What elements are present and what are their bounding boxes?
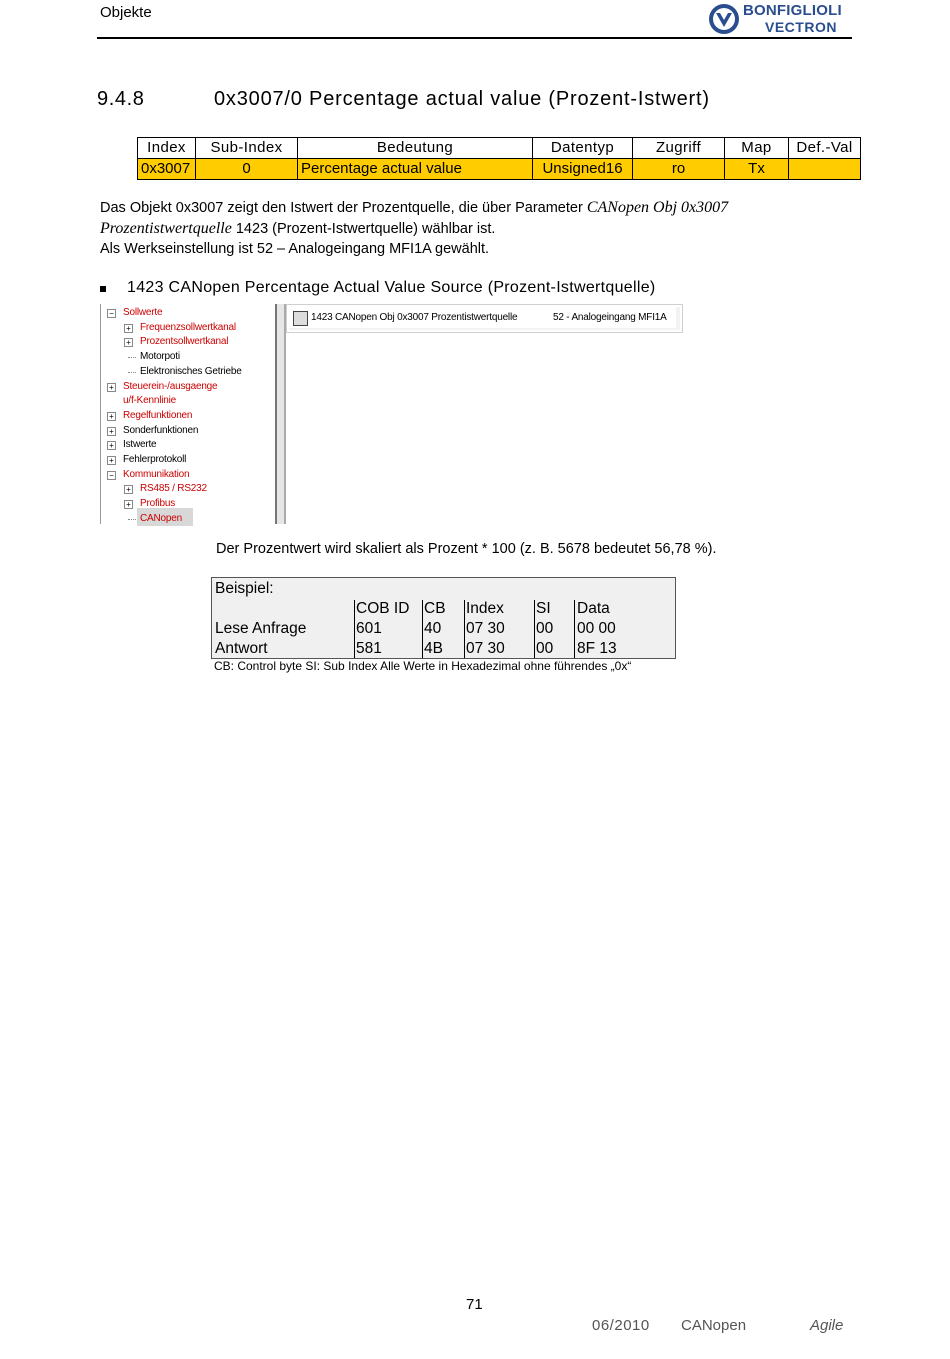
table-cell-access: ro bbox=[633, 159, 725, 180]
tree-connector bbox=[128, 372, 136, 374]
example-cell: 00 bbox=[536, 640, 554, 657]
parameter-name-italic: Prozentistwertquelle bbox=[100, 220, 232, 237]
table-cell-default bbox=[789, 159, 861, 180]
logo-icon bbox=[707, 2, 741, 36]
expand-icon[interactable]: + bbox=[124, 485, 133, 494]
description-text: 1423 (Prozent-Istwertquelle) wählbar ist. bbox=[231, 221, 496, 237]
table-cell-subindex: 0 bbox=[196, 159, 298, 180]
parameter-icon bbox=[293, 311, 308, 326]
tree-item[interactable]: Sonderfunktionen bbox=[123, 424, 199, 436]
example-col-header: SI bbox=[536, 600, 551, 617]
section-title: 0x3007/0 Percentage actual value (Prozent-Istwert) bbox=[214, 88, 710, 110]
tree-item[interactable]: Regelfunktionen bbox=[123, 409, 193, 421]
tree-item[interactable]: u/f-Kennlinie bbox=[123, 395, 176, 407]
example-box bbox=[211, 577, 676, 659]
column-divider bbox=[354, 600, 355, 658]
tree-item[interactable]: CANopen bbox=[140, 512, 182, 524]
example-col-header: CB bbox=[424, 600, 446, 617]
table-header-cell: Map bbox=[725, 138, 789, 159]
column-divider bbox=[574, 600, 575, 658]
table-header-cell: Def.-Val bbox=[789, 138, 861, 159]
table-cell-index: 0x3007 bbox=[138, 159, 196, 180]
table-header-row bbox=[138, 138, 861, 159]
table-header-cell: Datentyp bbox=[533, 138, 633, 159]
parameter-tree bbox=[100, 304, 275, 524]
tree-item[interactable]: Profibus bbox=[140, 498, 176, 510]
company-logo bbox=[707, 2, 855, 36]
parameter-name-italic: CANopen Obj 0x3007 bbox=[586, 199, 729, 216]
description-line-1 bbox=[100, 197, 728, 219]
column-divider bbox=[464, 600, 465, 658]
expand-icon[interactable]: + bbox=[107, 427, 116, 436]
example-cell: 40 bbox=[424, 620, 442, 637]
table-cell-meaning: Percentage actual value bbox=[298, 159, 533, 180]
tree-item[interactable]: Elektronisches Getriebe bbox=[140, 365, 242, 377]
example-cell: 581 bbox=[356, 640, 382, 657]
footer-date: 06/2010 bbox=[592, 1317, 650, 1334]
section-number: 9.4.8 bbox=[97, 88, 145, 110]
table-header-cell: Zugriff bbox=[633, 138, 725, 159]
header-rule bbox=[97, 37, 852, 39]
parameter-name: 1423 CANopen Obj 0x3007 Prozentistwertquelle bbox=[311, 312, 518, 323]
expand-icon[interactable]: + bbox=[107, 412, 116, 421]
example-footnote: CB: Control byte SI: Sub Index Alle Werte in Hexadezimal ohne führendes „0x“ bbox=[214, 659, 632, 673]
example-col-header: Data bbox=[577, 600, 610, 617]
tree-item[interactable]: Kommunikation bbox=[123, 468, 190, 480]
example-cell: 07 30 bbox=[466, 620, 505, 637]
example-col-header: COB ID bbox=[356, 600, 410, 617]
scaling-text: Der Prozentwert wird skaliert als Prozent * 100 (z. B. 5678 bedeutet 56,78 %). bbox=[216, 541, 717, 557]
tree-item[interactable]: RS485 / RS232 bbox=[140, 483, 207, 495]
tree-item[interactable]: Frequenzsollwertkanal bbox=[140, 321, 236, 333]
object-table bbox=[137, 137, 861, 180]
table-header-cell: Sub-Index bbox=[196, 138, 298, 159]
example-col-header: Index bbox=[466, 600, 504, 617]
header-title: Objekte bbox=[100, 4, 152, 21]
example-title: Beispiel: bbox=[215, 580, 274, 597]
collapse-icon[interactable]: − bbox=[107, 471, 116, 480]
logo-line1: BONFIGLIOLI bbox=[743, 2, 842, 19]
table-cell-datatype: Unsigned16 bbox=[533, 159, 633, 180]
tree-item[interactable]: Fehlerprotokoll bbox=[123, 454, 187, 465]
tree-item[interactable]: Istwerte bbox=[123, 439, 157, 451]
column-divider bbox=[422, 600, 423, 658]
expand-icon[interactable]: + bbox=[107, 441, 116, 450]
tree-item[interactable]: Prozentsollwertkanal bbox=[140, 336, 229, 348]
table-header-cell: Bedeutung bbox=[298, 138, 533, 159]
page-number: 71 bbox=[466, 1296, 483, 1313]
example-cell: 07 30 bbox=[466, 640, 505, 657]
example-row-label: Antwort bbox=[215, 640, 268, 657]
description-text: Das Objekt 0x3007 zeigt den Istwert der Prozentquelle, die über Parameter bbox=[100, 200, 587, 216]
example-cell: 00 00 bbox=[577, 620, 616, 637]
description-line-2 bbox=[100, 218, 495, 240]
tree-item[interactable]: Steuerein-/ausgaenge bbox=[123, 380, 218, 392]
tree-connector bbox=[128, 519, 136, 521]
table-header-cell: Index bbox=[138, 138, 196, 159]
bullet-text: 1423 CANopen Percentage Actual Value Source (Prozent-Istwertquelle) bbox=[127, 279, 656, 296]
tree-item[interactable]: Motorpoti bbox=[140, 351, 180, 363]
bullet-square-icon bbox=[100, 286, 106, 292]
example-cell: 601 bbox=[356, 620, 382, 637]
expand-icon[interactable]: + bbox=[124, 500, 133, 509]
expand-icon[interactable]: + bbox=[107, 383, 116, 392]
tree-item[interactable]: Sollwerte bbox=[123, 307, 163, 318]
tree-splitter[interactable] bbox=[275, 304, 289, 524]
parameter-panel bbox=[286, 304, 683, 333]
table-row bbox=[138, 159, 861, 180]
column-divider bbox=[534, 600, 535, 658]
example-cell: 8F 13 bbox=[577, 640, 617, 657]
example-row-label: Lese Anfrage bbox=[215, 620, 307, 637]
parameter-value[interactable]: 52 - Analogeingang MFI1A bbox=[553, 312, 667, 323]
footer-series: Agile bbox=[810, 1317, 844, 1334]
example-cell: 00 bbox=[536, 620, 554, 637]
table-cell-map: Tx bbox=[725, 159, 789, 180]
example-cell: 4B bbox=[424, 640, 443, 657]
expand-icon[interactable]: + bbox=[124, 324, 133, 333]
expand-icon[interactable]: + bbox=[107, 456, 116, 465]
logo-line2: VECTRON bbox=[765, 19, 837, 35]
parameter-row[interactable] bbox=[289, 307, 676, 328]
footer-product: CANopen bbox=[681, 1317, 747, 1334]
collapse-icon[interactable]: − bbox=[107, 309, 116, 318]
expand-icon[interactable]: + bbox=[124, 338, 133, 347]
description-line-3: Als Werkseinstellung ist 52 – Analogeingang MFI1A gewählt. bbox=[100, 241, 490, 257]
tree-connector bbox=[128, 357, 136, 359]
